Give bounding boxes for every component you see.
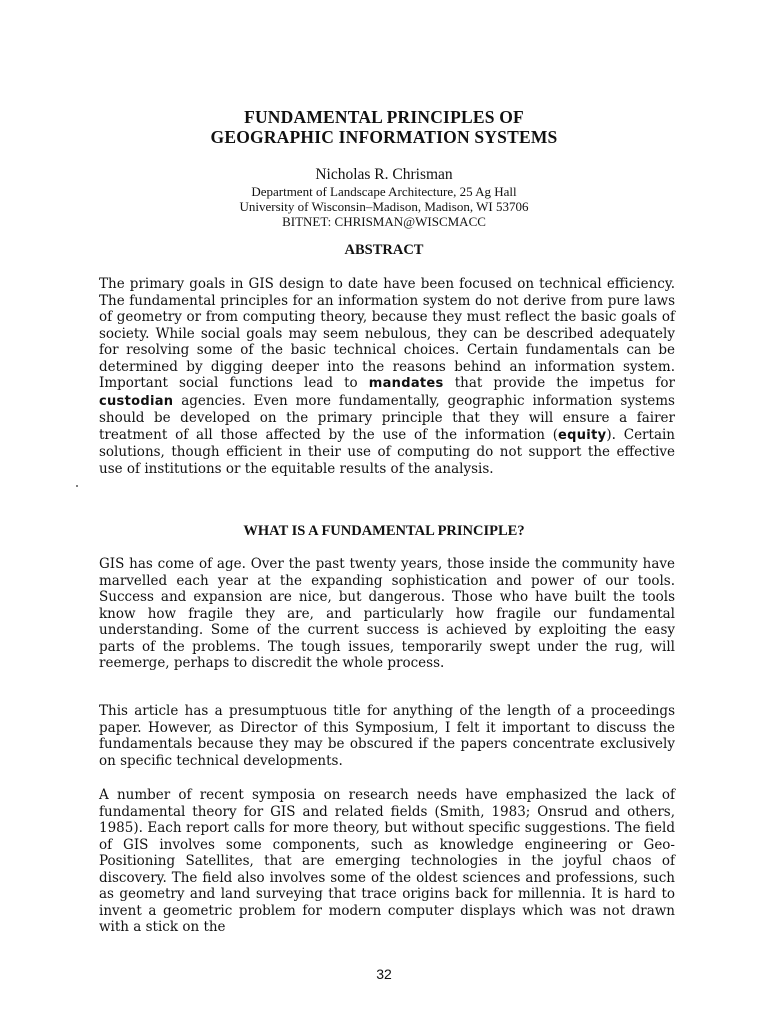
- title-line-1: FUNDAMENTAL PRINCIPLES OF: [244, 107, 524, 127]
- abstract-text-4: ). Certain solutions, though efficient in their use of computing do not support the effective use of institutions or the equitable results of the analysis.: [99, 426, 675, 477]
- author-name: Nicholas R. Chrisman: [315, 166, 453, 183]
- term-custodian: custodian: [99, 393, 174, 409]
- body-paragraph-1: GIS has come of age. Over the past twenty years, those inside the community have marvelled each year at the expanding sophistication and power of our tools. Success and expansion are nice, but dangerous. Those who have built the tools know how fragile they are, and particularly how fragile our fundamental understanding. Some of the current success is achieved by exploiting the easy parts of the problems. The tough issues, temporarily swept under the rug, will reemerge, perhaps to discredit the whole process.: [99, 556, 675, 671]
- body-paragraph-2: This article has a presumptuous title for anything of the length of a proceedings paper. However, as Director of this Symposium, I felt it important to discuss the fundamentals because they may be obscured if the papers concentrate exclusively on specific technical developments.: [99, 703, 675, 769]
- term-mandates: mandates: [368, 376, 444, 391]
- body-paragraph-3: A number of recent symposia on research needs have emphasized the lack of fundamental theory for GIS and related fields (Smith, 1983; Onsrud and others, 1985). Each report calls for more theory, but without specific suggestions. The field of GIS involves some components, such as knowledge engineering or Geo-Positioning Satellites, that are emerging technologies in the joyful chaos of discovery. The field also involves some of the oldest sciences and professions, such as geometry and land surveying that trace origins back for millennia. It is hard to invent a geometric problem for modern computer displays which was not drawn with a stick on the: [99, 787, 675, 935]
- title-line-2: GEOGRAPHIC INFORMATION SYSTEMS: [210, 127, 558, 147]
- term-equity: equity: [558, 427, 607, 443]
- affiliation-bitnet: BITNET: CHRISMAN@WISCMACC: [282, 214, 486, 229]
- page-number: 32: [376, 966, 392, 982]
- abstract-paragraph: [99, 276, 675, 477]
- abstract-text-2: that provide the impetus for: [443, 375, 675, 391]
- abstract-text-1: The primary goals in GIS design to date have been focused on technical efficiency. The fundamental principles for an information system do not derive from pure laws of geometry or from computing theory, because they must reflect the basic goals of society. While social goals may seem nebulous, they can be described adequately for resolving some of the basic technical choices. Certain fundamentals can be determined by digging deeper into the reasons behind an information system. Important social functions lead to: [99, 276, 675, 391]
- abstract-text-3: agencies. Even more fundamentally, geographic information systems should be developed on the primary principle that they will ensure a fairer treatment of all those affected by the use of the information (: [99, 392, 675, 443]
- affiliation-department: Department of Landscape Architecture, 25 Ag Hall: [251, 184, 517, 199]
- abstract-heading: ABSTRACT: [344, 242, 424, 258]
- affiliation-university: University of Wisconsin–Madison, Madison, WI 53706: [239, 199, 529, 214]
- scan-speck: [76, 485, 78, 487]
- section-heading: WHAT IS A FUNDAMENTAL PRINCIPLE?: [243, 523, 525, 539]
